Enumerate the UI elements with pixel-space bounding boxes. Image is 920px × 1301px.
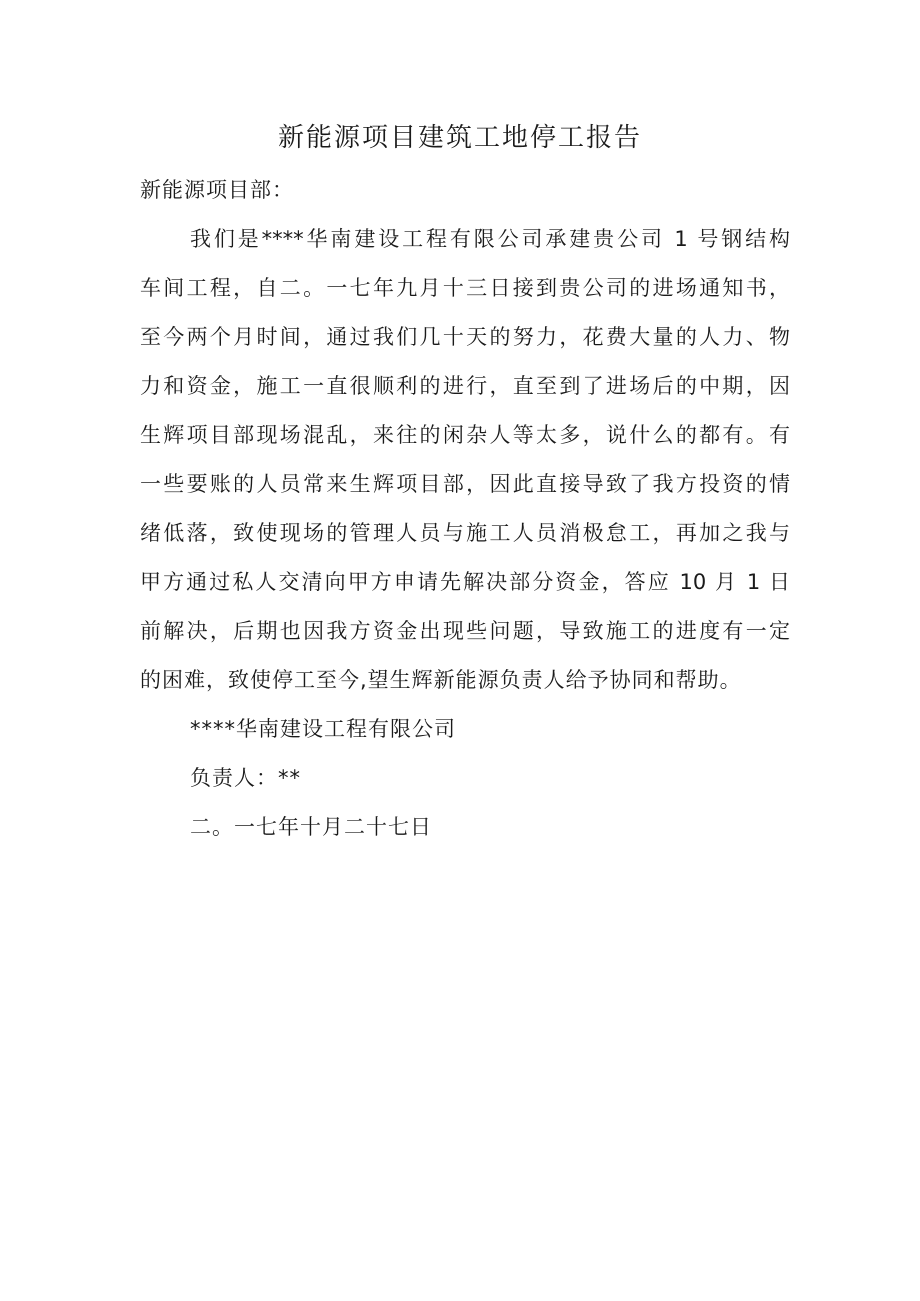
body-line: 至今两个月时间，通过我们几十天的努力，花费大量的人力、物 (140, 325, 790, 349)
document-title: 新能源项目建筑工地停工报告 (277, 123, 642, 153)
body-line: 前解决，后期也因我方资金出现些问题，导致施工的进度有一定 (140, 619, 790, 643)
body-line: 的困难，致使停工至今,望生辉新能源负责人给予协同和帮助。 (140, 668, 742, 692)
responsible-person: 负责人：** (190, 766, 301, 790)
body-line: 甲方通过私人交清向甲方申请先解决部分资金，答应 10 月 1 日 (140, 570, 790, 594)
body-line: 力和资金，施工一直很顺利的进行，直至到了进场后的中期，因 (140, 374, 790, 398)
body-line: 我们是****华南建设工程有限公司承建贵公司 1 号钢结构 (190, 227, 790, 251)
body-line: 生辉项目部现场混乱，来往的闲杂人等太多，说什么的都有。有 (140, 423, 790, 447)
body-line: 绪低落，致使现场的管理人员与施工人员消极怠工，再加之我与 (140, 521, 790, 545)
body-line: 车间工程，自二。一七年九月十三日接到贵公司的进场通知书， (140, 276, 790, 300)
report-date: 二。一七年十月二十七日 (190, 815, 432, 839)
body-line: 一些要账的人员常来生辉项目部，因此直接导致了我方投资的情 (140, 472, 790, 496)
salutation: 新能源项目部： (140, 178, 294, 202)
company-signature: ****华南建设工程有限公司 (190, 717, 456, 741)
